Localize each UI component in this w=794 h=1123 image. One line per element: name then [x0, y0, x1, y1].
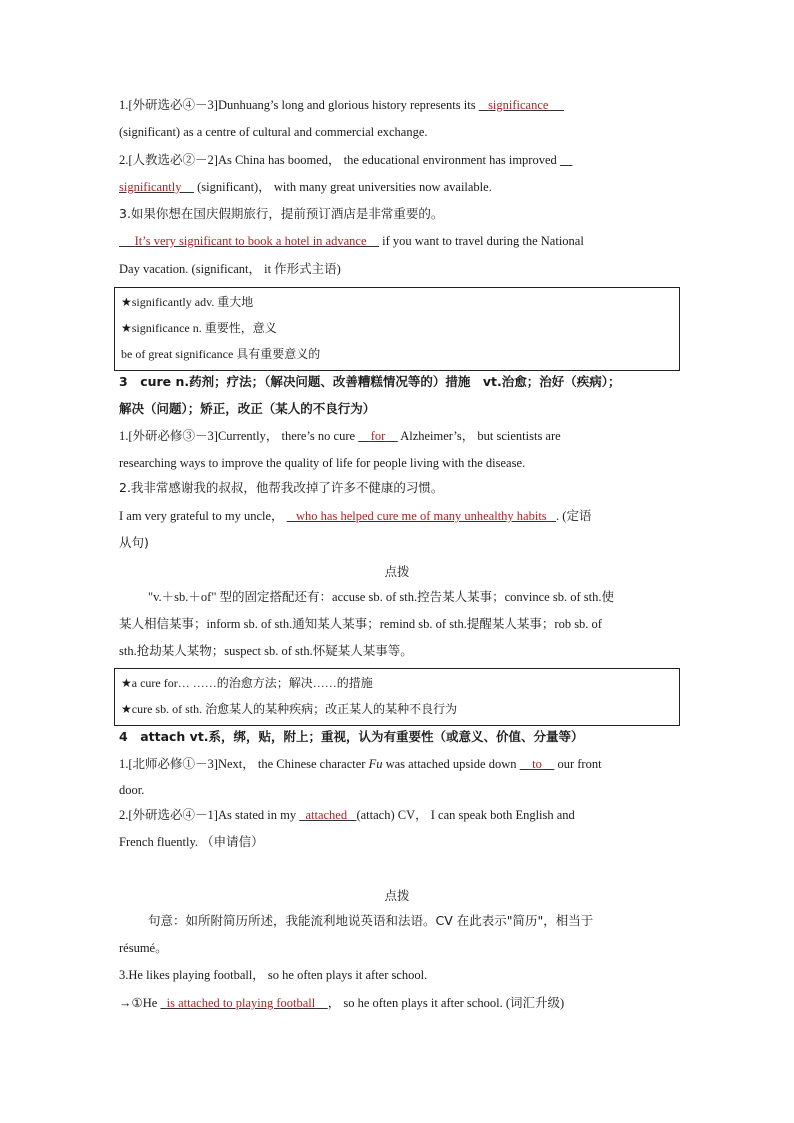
exercise-line: French fluently. （申请信）	[119, 835, 264, 849]
answer: significantly	[119, 180, 182, 194]
exercise-line: 2.[人教选必②－2]As China has boomed， the educational environment has improved	[119, 153, 560, 167]
section-heading: 4 attach vt.系，绑，贴，附上；重视，认为有重要性（或意义、价值、分量等）	[119, 729, 584, 744]
section-heading: 3 cure n.药剂；疗法；（解决问题、改善糟糕情况等的）措施 vt.治愈；治好（疾病）；	[119, 374, 621, 389]
answer: is attached to playing football	[166, 996, 316, 1010]
tip-text: 句意：如所附简历所述，我能流利地说英语和法语。CV 在此表示"简历"，相当于	[148, 913, 594, 928]
exercise-line: 1.[外研必修③－3]Currently， there’s no cure for Alzheimer’s， but scientists are	[119, 429, 561, 443]
tip-text: sth.抢劫某人某物；suspect sb. of sth.怀疑某人某事等。	[119, 644, 413, 658]
tip-title: 点拨	[384, 888, 410, 903]
answer: to	[532, 757, 542, 771]
exercise-line: 1.[北师必修①－3]Next， the Chinese character Fu was attached upside down to our front	[119, 757, 602, 771]
tip-title: 点拨	[384, 564, 410, 579]
exercise-line: significantly (significant)， with many great universities now available.	[119, 180, 492, 194]
answer: who has helped cure me of many unhealthy habits	[296, 509, 547, 523]
exercise-line: I am very grateful to my uncle， who has helped cure me of many unhealthy habits . (定语	[119, 509, 592, 523]
tip-text: 某人相信某事；inform sb. of sth.通知某人某事；remind sb. of sth.提醒某人某事；rob sb. of	[119, 617, 602, 631]
exercise-line: It’s very significant to book a hotel in advance if you want to travel during the National	[134, 234, 584, 248]
section-heading: 解决（问题）；矫正，改正（某人的不良行为）	[119, 401, 376, 416]
answer: significance	[488, 98, 549, 112]
vocabulary-box: ★significantly adv. 重大地 ★significance n. 重要性，意义 be of great significance 具有重要意义的	[114, 287, 680, 371]
answer: attached	[305, 808, 348, 822]
tip-text: résumé。	[119, 941, 168, 955]
exercise-line: (significant) as a centre of cultural and commercial exchange.	[119, 125, 428, 139]
answer: It’s very significant to book a hotel in advance	[134, 234, 367, 248]
tip-text: "v.＋sb.＋of" 型的固定搭配还有：accuse sb. of sth.控告某人某事；convince sb. of sth.使	[148, 590, 614, 604]
exercise-line: →①He is attached to playing football ， so he often plays it after school. (词汇升级)	[119, 996, 565, 1010]
exercise-line: 从句)	[119, 535, 149, 550]
answer: for	[370, 429, 386, 443]
exercise-line: door.	[119, 783, 145, 797]
exercise-line: 2.[外研选必④－1]As stated in my attached (attach) CV， I can speak both English and	[119, 808, 575, 822]
exercise-line: 3.如果你想在国庆假期旅行，提前预订酒店是非常重要的。	[119, 206, 444, 221]
vocabulary-box: ★a cure for… ……的治愈方法；解决……的措施 ★cure sb. of sth. 治愈某人的某种疾病；改正某人的某种不良行为	[114, 668, 680, 726]
exercise-line: 2.我非常感谢我的叔叔，他帮我改掉了许多不健康的习惯。	[119, 480, 444, 495]
exercise-line: Day vacation. (significant， it 作形式主语)	[119, 262, 341, 276]
exercise-line: researching ways to improve the quality of life for people living with the disease.	[119, 456, 526, 470]
exercise-line: 1.[外研选必④－3]Dunhuang’s long and glorious history represents its significance	[119, 98, 549, 112]
exercise-line: 3.He likes playing football， so he often plays it after school.	[119, 968, 428, 982]
